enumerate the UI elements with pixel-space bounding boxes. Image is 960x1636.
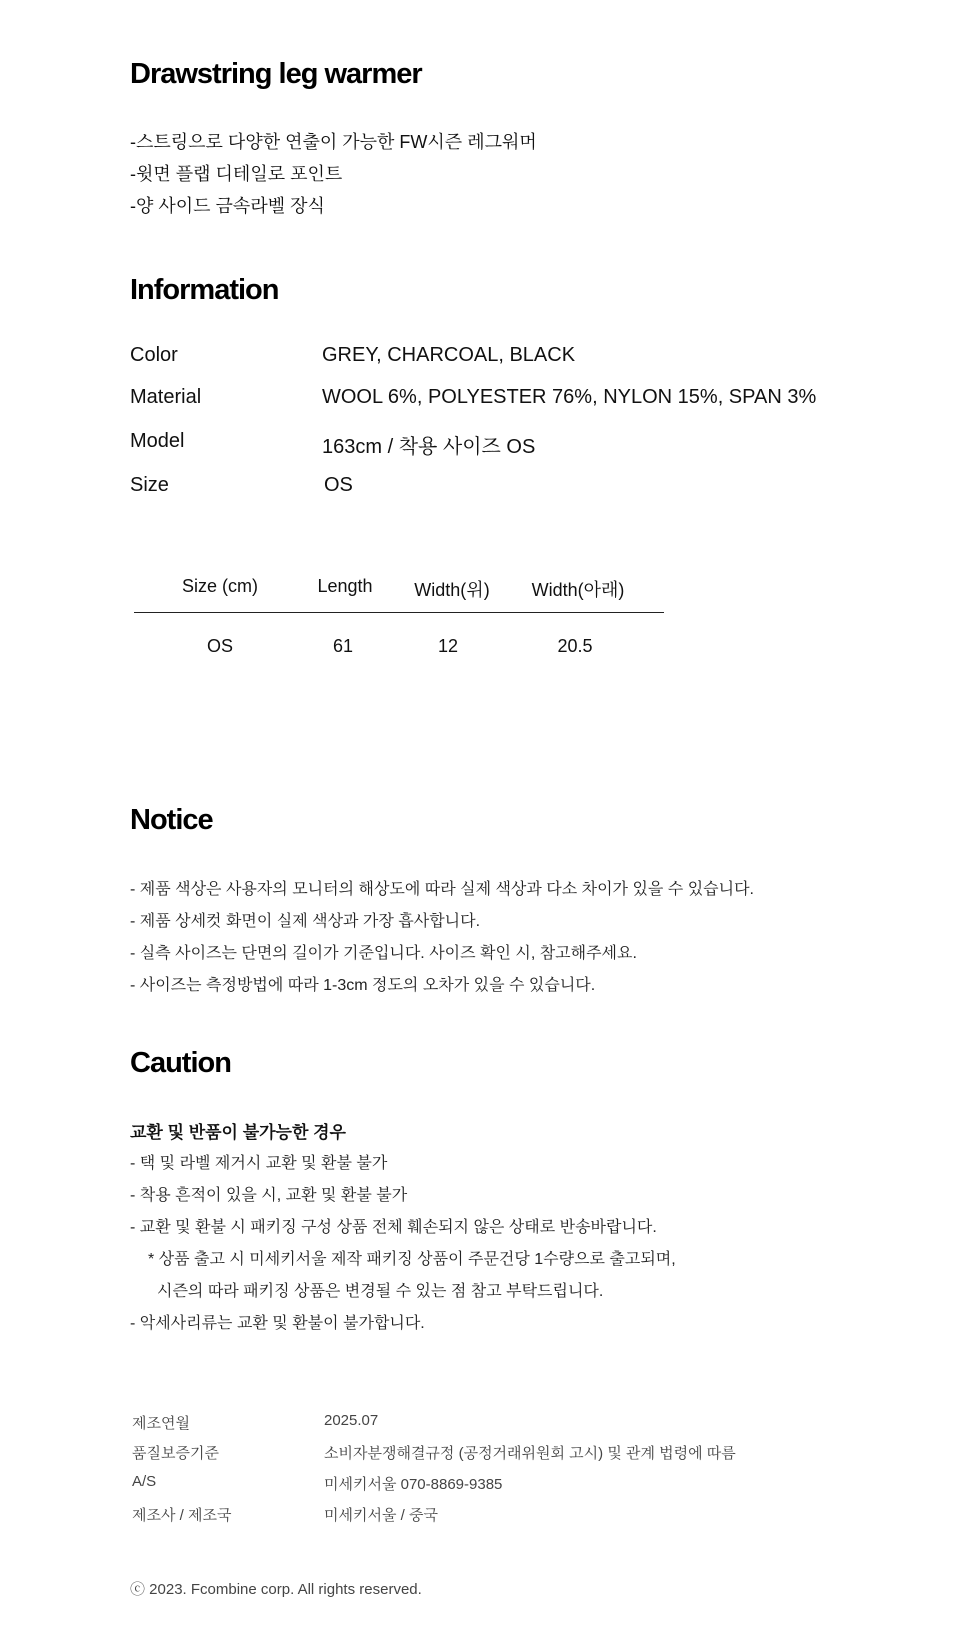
copyright: ⓒ 2023. Fcombine corp. All rights reserved.	[130, 1581, 422, 1598]
meta-value: 소비자분쟁해결규정 (공정거래위원회 고시) 및 관계 법령에 따름	[324, 1445, 736, 1462]
notice-item: - 실측 사이즈는 단면의 길이가 기준입니다. 사이즈 확인 시, 참고해주세요.	[130, 945, 637, 962]
size-table-header: Width(아래)	[531, 580, 625, 600]
info-value-model: 163cm / 착용 사이즈 OS	[322, 436, 536, 458]
caution-item: - 택 및 라벨 제거시 교환 및 환불 불가	[130, 1155, 388, 1172]
caution-item: - 착용 흔적이 있을 시, 교환 및 환불 불가	[130, 1187, 408, 1204]
notice-item: - 제품 상세컷 화면이 실제 색상과 가장 흡사합니다.	[130, 913, 481, 930]
caution-heading: Caution	[130, 1047, 231, 1079]
notice-heading: Notice	[130, 804, 213, 836]
size-table-cell: 12	[437, 636, 459, 656]
product-title: Drawstring leg warmer	[130, 58, 422, 90]
description-line: -스트링으로 다양한 연출이 가능한 FW시즌 레그워머	[130, 132, 537, 152]
meta-label: 제조사 / 제조국	[132, 1507, 232, 1524]
size-table-cell: OS	[206, 636, 233, 656]
size-table-divider	[134, 612, 664, 613]
description-line: -윗면 플랩 디테일로 포인트	[130, 164, 343, 184]
size-table-header: Size (cm)	[182, 576, 258, 596]
meta-label: A/S	[132, 1473, 157, 1490]
notice-item: - 사이즈는 측정방법에 따라 1-3cm 정도의 오차가 있을 수 있습니다.	[130, 977, 596, 994]
information-heading: Information	[130, 274, 279, 306]
info-value-material: WOOL 6%, POLYESTER 76%, NYLON 15%, SPAN 3%	[322, 386, 817, 408]
meta-label: 품질보증기준	[132, 1445, 219, 1462]
meta-value: 미세키서울 / 중국	[324, 1507, 438, 1524]
info-label-material: Material	[130, 386, 202, 408]
info-value-color: GREY, CHARCOAL, BLACK	[322, 344, 576, 366]
caution-subheading: 교환 및 반품이 불가능한 경우	[130, 1123, 346, 1142]
info-label-size: Size	[130, 474, 169, 496]
meta-value: 미세키서울 070-8869-9385	[324, 1476, 503, 1493]
size-table-header: Length	[317, 576, 373, 596]
caution-item: - 교환 및 환불 시 패키징 구성 상품 전체 훼손되지 않은 상태로 반송바랍니다.	[130, 1219, 657, 1236]
info-value-size: OS	[324, 474, 353, 496]
caution-item: 시즌의 따라 패키징 상품은 변경될 수 있는 점 참고 부탁드립니다.	[157, 1283, 604, 1300]
size-table-cell: 20.5	[557, 636, 593, 656]
meta-value: 2025.07	[324, 1412, 379, 1429]
size-table-header: Width(위)	[414, 580, 490, 600]
caution-item: - 악세사리류는 교환 및 환불이 불가합니다.	[130, 1315, 425, 1332]
description-line: -양 사이드 금속라벨 장식	[130, 196, 325, 216]
caution-item: * 상품 출고 시 미세키서울 제작 패키징 상품이 주문건당 1수량으로 출고되며,	[148, 1251, 676, 1268]
meta-label: 제조연월	[132, 1415, 190, 1432]
info-label-model: Model	[130, 430, 185, 452]
notice-item: - 제품 색상은 사용자의 모니터의 해상도에 따라 실제 색상과 다소 차이가 있을 수 있습니다.	[130, 881, 754, 898]
size-table-cell: 61	[332, 636, 354, 656]
info-label-color: Color	[130, 344, 178, 366]
